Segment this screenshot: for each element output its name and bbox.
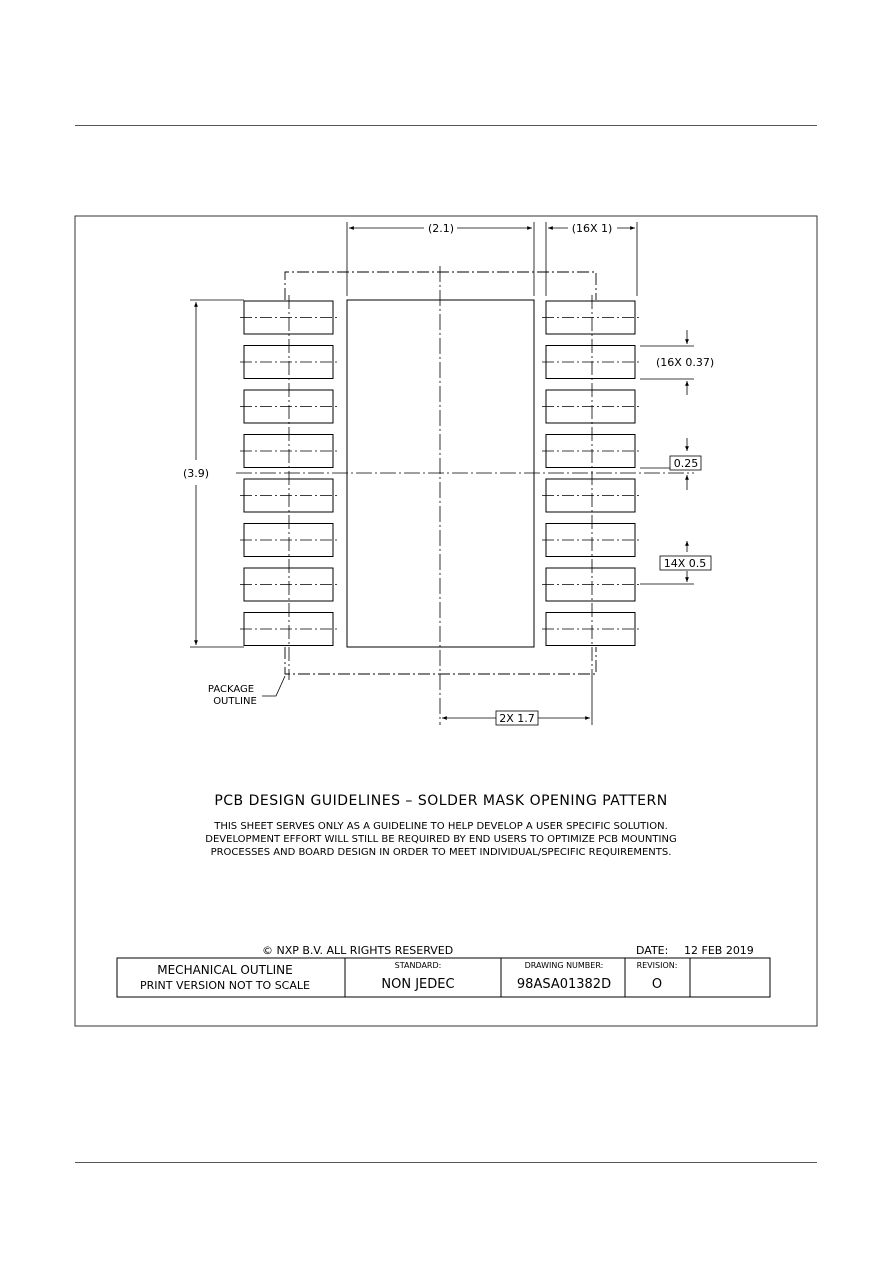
dim-height (183, 300, 244, 647)
revision-label: REVISION: (636, 961, 678, 970)
print-note: PRINT VERSION NOT TO SCALE (140, 979, 310, 992)
dim-pad-length (546, 222, 637, 296)
drawing-number-value: 98ASA01382D (516, 977, 612, 992)
dim-gap (640, 438, 701, 490)
notes-title: PCB DESIGN GUIDELINES – SOLDER MASK OPENING PATTERN (214, 793, 668, 809)
drawing-frame (75, 216, 817, 1026)
standard-label: STANDARD: (394, 961, 442, 970)
package-outline-bottom (285, 647, 596, 674)
notes-line-3: PROCESSES AND BOARD DESIGN IN ORDER TO MEET INDIVIDUAL/SPECIFIC REQUIREMENTS. (210, 847, 672, 858)
title-block (117, 958, 770, 997)
package-outline-callout (208, 676, 285, 707)
footprint (236, 266, 694, 725)
outline-title: MECHANICAL OUTLINE (157, 963, 293, 977)
dim-body-width-label: (2.1) (427, 222, 455, 235)
dim-height-label: (3.9) (182, 467, 210, 480)
notes-line-2: DEVELOPMENT EFFORT WILL STILL BE REQUIRED BY END USERS TO OPTIMIZE PCB MOUNTING (205, 834, 677, 845)
date-label: DATE: (636, 944, 669, 957)
center-pad (347, 300, 534, 647)
dim-pitch (640, 541, 711, 584)
dim-pad-width (640, 330, 714, 395)
copyright: © NXP B.V. ALL RIGHTS RESERVED (262, 944, 454, 957)
dim-pad-offset (442, 680, 592, 725)
date-value: 12 FEB 2019 (684, 944, 754, 957)
standard-value: NON JEDEC (381, 977, 455, 992)
dim-pitch-label: 14X 0.5 (663, 557, 707, 570)
package-label-line1: PACKAGE (207, 684, 255, 695)
drawing-number-label: DRAWING NUMBER: (524, 961, 604, 970)
dim-pad-length-label: (16X 1) (571, 222, 613, 235)
package-outline (285, 272, 596, 300)
revision-value: O (651, 977, 663, 992)
dim-pad-offset-label: 2X 1.7 (499, 712, 535, 725)
notes-line-1: THIS SHEET SERVES ONLY AS A GUIDELINE TO HELP DEVELOP A USER SPECIFIC SOLUTION. (214, 821, 668, 832)
dim-body-width (347, 222, 534, 296)
package-label-line2: OUTLINE (213, 696, 257, 707)
dim-pad-width-label: (16X 0.37) (656, 356, 715, 369)
dim-gap-label: 0.25 (673, 457, 699, 470)
